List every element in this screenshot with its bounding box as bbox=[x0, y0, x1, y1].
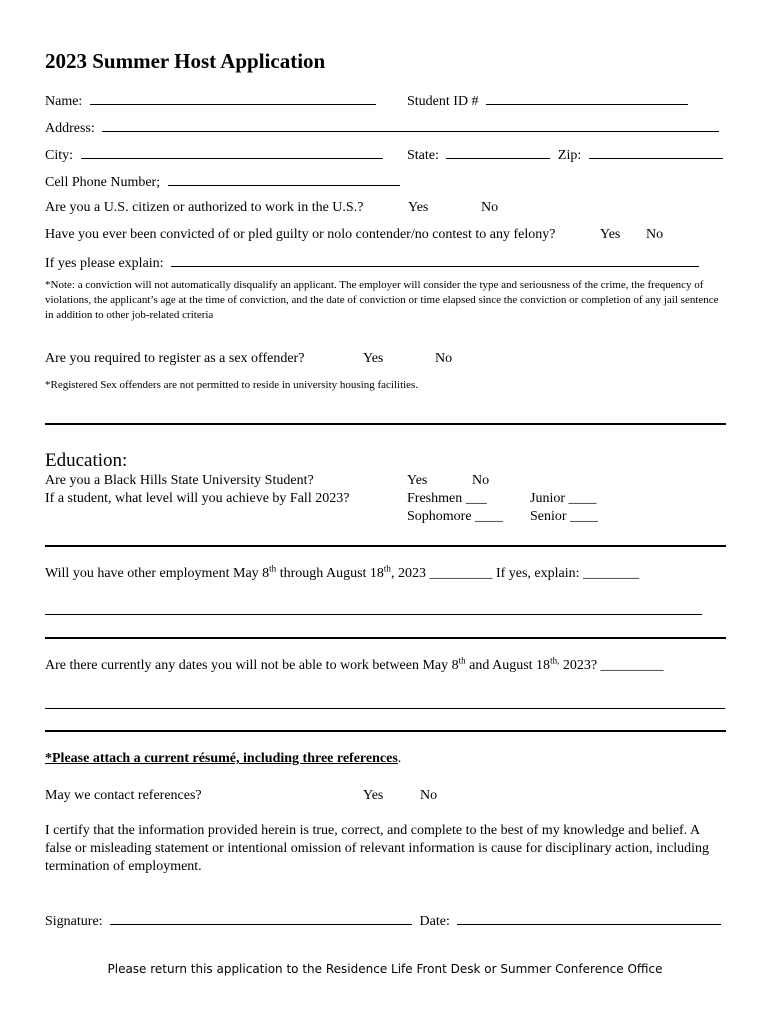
felony-question: Have you ever been convicted of or pled guilty or nolo contender/no contest to any felony? bbox=[45, 227, 556, 242]
footer-instruction: Please return this application to the Residence Life Front Desk or Summer Conference Office bbox=[107, 962, 663, 976]
sex-offender-note: *Registered Sex offenders are not permitted to reside in university housing facilities. bbox=[45, 379, 419, 391]
employment-explain-line[interactable] bbox=[45, 614, 702, 615]
employment-question bbox=[45, 563, 640, 582]
level-question: If a student, what level will you achieve by Fall 2023? bbox=[45, 491, 350, 506]
employment-text: , 2023 _________ If yes, explain: ________ bbox=[390, 566, 640, 581]
cell-label: Cell Phone Number; bbox=[45, 175, 161, 190]
page-title: 2023 Summer Host Application bbox=[45, 49, 326, 73]
name-field[interactable] bbox=[90, 92, 376, 105]
citizen-no[interactable]: No bbox=[481, 200, 499, 215]
signature-field[interactable] bbox=[110, 912, 412, 925]
availability-sup: th, bbox=[550, 655, 560, 666]
citizen-question: Are you a U.S. citizen or authorized to work in the U.S.? bbox=[45, 200, 364, 215]
address-field[interactable] bbox=[102, 119, 719, 132]
employment-sup: th bbox=[383, 563, 391, 574]
state-field[interactable] bbox=[446, 146, 550, 159]
availability-sup: th bbox=[458, 655, 466, 666]
bhsu-question: Are you a Black Hills State University Student? bbox=[45, 473, 314, 488]
explain-row bbox=[45, 254, 699, 272]
resume-note-text: *Please attach a current résumé, including three references bbox=[45, 751, 398, 766]
explain-field[interactable] bbox=[171, 254, 699, 267]
state-zip-row bbox=[407, 146, 723, 164]
references-question: May we contact references? bbox=[45, 788, 202, 803]
divider bbox=[45, 637, 726, 639]
address-row bbox=[45, 119, 719, 137]
name-row bbox=[45, 92, 376, 110]
availability-text: and August 18 bbox=[465, 658, 551, 673]
zip-label: Zip: bbox=[557, 148, 582, 163]
cell-field[interactable] bbox=[168, 173, 400, 186]
level-freshmen[interactable]: Freshmen ___ bbox=[407, 491, 487, 506]
employment-text: Will you have other employment May 8 bbox=[45, 566, 270, 581]
divider bbox=[45, 423, 726, 425]
name-label: Name: bbox=[45, 94, 83, 109]
certification-text: I certify that the information provided herein is true, correct, and complete to the best of my knowledge and belief. A false or misleading statement or intentional omission of relevant information is cause for disciplinary action, including termination of employment. bbox=[45, 823, 710, 874]
zip-field[interactable] bbox=[589, 146, 723, 159]
employment-sup: th bbox=[269, 563, 277, 574]
resume-note-period: . bbox=[397, 751, 402, 766]
signature-label: Signature: bbox=[45, 914, 103, 929]
city-row bbox=[45, 146, 383, 164]
divider bbox=[45, 545, 726, 547]
availability-line[interactable] bbox=[45, 708, 725, 709]
bhsu-no[interactable]: No bbox=[472, 473, 490, 488]
resume-note bbox=[45, 751, 401, 767]
employment-text: through August 18 bbox=[276, 566, 384, 581]
sex-offender-question: Are you required to register as a sex offender? bbox=[45, 351, 305, 366]
availability-question bbox=[45, 655, 664, 674]
divider bbox=[45, 730, 726, 732]
felony-no[interactable]: No bbox=[646, 227, 664, 242]
level-junior[interactable]: Junior ____ bbox=[530, 491, 597, 506]
sex-offender-no[interactable]: No bbox=[435, 351, 453, 366]
state-label: State: bbox=[407, 148, 439, 163]
citizen-yes[interactable]: Yes bbox=[408, 200, 429, 215]
student-id-label: Student ID # bbox=[407, 94, 479, 109]
explain-label: If yes please explain: bbox=[45, 256, 164, 271]
level-sophomore[interactable]: Sophomore ____ bbox=[407, 509, 504, 524]
availability-text: Are there currently any dates you will not be able to work between May 8 bbox=[45, 658, 459, 673]
city-field[interactable] bbox=[81, 146, 383, 159]
signature-row bbox=[45, 912, 721, 930]
level-senior[interactable]: Senior ____ bbox=[530, 509, 599, 524]
references-yes[interactable]: Yes bbox=[363, 788, 384, 803]
bhsu-yes[interactable]: Yes bbox=[407, 473, 428, 488]
city-label: City: bbox=[45, 148, 74, 163]
references-no[interactable]: No bbox=[420, 788, 438, 803]
felony-yes[interactable]: Yes bbox=[600, 227, 621, 242]
conviction-note: *Note: a conviction will not automatically disqualify an applicant. The employer will consider the type and seriousness of the crime, the frequency of violations, the applicant’s age at the time of conviction, and the date of conviction or time elapsed since the conviction or completion of any jail sentence in addition to other job-related criteria bbox=[45, 279, 719, 321]
date-field[interactable] bbox=[457, 912, 721, 925]
student-id-row bbox=[407, 92, 688, 110]
student-id-field[interactable] bbox=[486, 92, 688, 105]
education-heading: Education: bbox=[45, 450, 128, 471]
availability-text: 2023? _________ bbox=[559, 658, 664, 673]
date-label: Date: bbox=[419, 914, 450, 929]
address-label: Address: bbox=[45, 121, 95, 136]
sex-offender-yes[interactable]: Yes bbox=[363, 351, 384, 366]
cell-row bbox=[45, 173, 400, 191]
